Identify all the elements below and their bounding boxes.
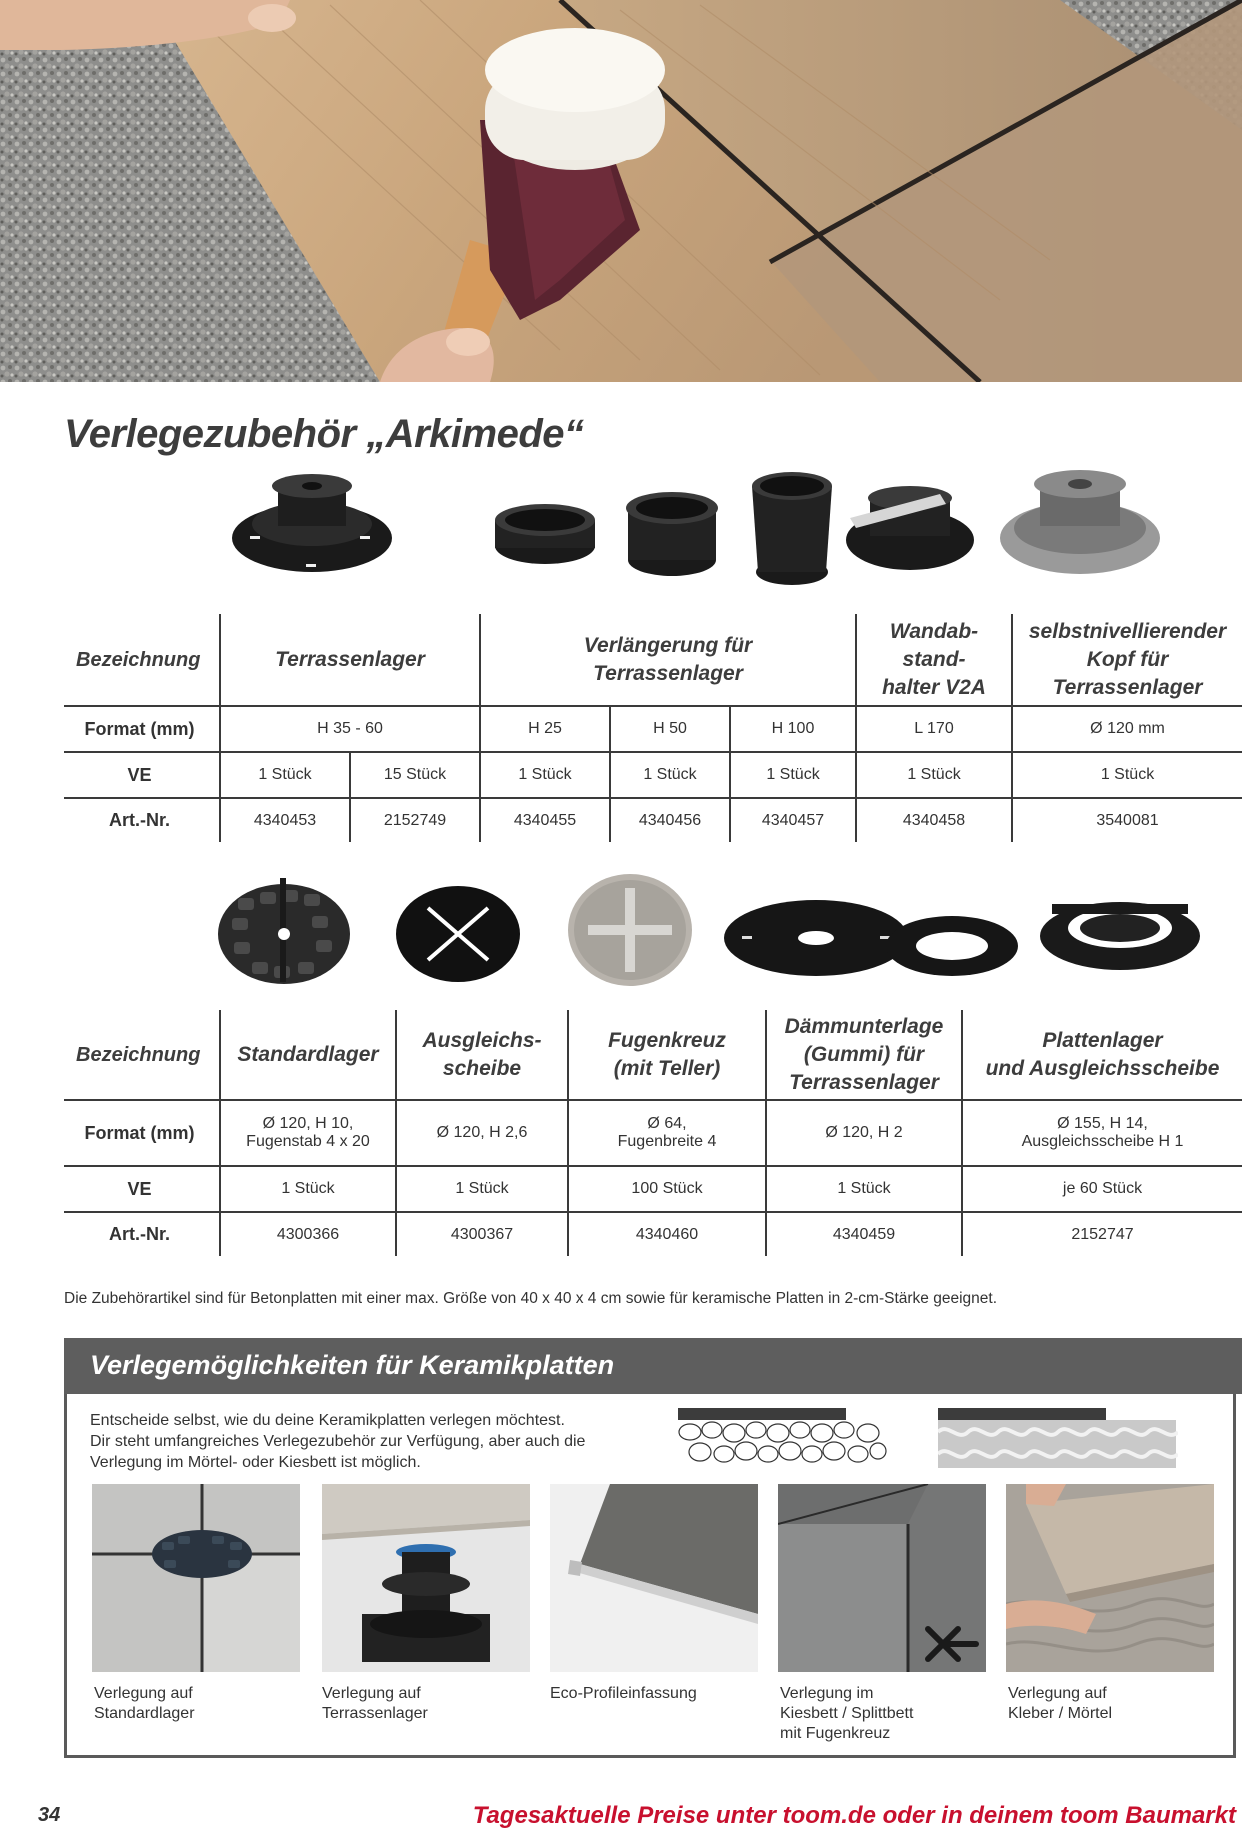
wandabstandhalter-image [846, 486, 974, 570]
caption-eco-profileinfassung: Eco-Profileinfassung [550, 1685, 697, 1702]
table-row-ve: VE 1 Stück 1 Stück 100 Stück 1 Stück je 60 Stück [64, 1166, 1242, 1212]
verlaengerung-h25-image [495, 504, 595, 564]
standardlager-photo [92, 1484, 300, 1672]
header-terrassenlager: Terrassenlager [220, 614, 480, 706]
verlaengerung-h50-image [626, 492, 718, 576]
table-row-format: Format (mm) Ø 120, H 10, Fugenstab 4 x 20 Ø 120, H 2,6 Ø 64, Fugenbreite 4 Ø 120, H 2 Ø 155, H 14, Ausgleichsscheibe H 1 [64, 1100, 1242, 1166]
info-box-title: Verlegemöglichkeiten für Keramikplatten [90, 1350, 615, 1380]
caption-standardlager: Verlegung auf Standardlager [94, 1685, 195, 1722]
footer-slogan: Tagesaktuelle Preise unter toom.de oder in deinem toom Baumarkt [472, 1802, 1236, 1829]
table-row-artnr: Art.-Nr. 4300366 4300367 4340460 4340459 2152747 [64, 1212, 1242, 1256]
plattenlager-image [886, 902, 1200, 976]
eco-profileinfassung-photo [550, 1484, 758, 1672]
header-label: Bezeichnung [64, 1010, 220, 1100]
terrassenlager-image [232, 474, 392, 572]
verlaengerung-h100-image [752, 472, 832, 585]
kleber-moertel-photo [1006, 1484, 1214, 1672]
info-box-intro: Entscheide selbst, wie du deine Keramikplatten verlegen möchtest. Dir steht umfangreiches Verlegezubehör zur Verfügung, aber auch die Verlegung im Mörtel- oder Kiesbett ist möglich. [90, 1412, 586, 1471]
spec-table-2 [64, 1010, 1242, 1256]
header-fugenkreuz: Fugenkreuz (mit Teller) [568, 1010, 766, 1100]
moertelbett-pattern-image [938, 1408, 1178, 1468]
table-row-ve: VE 1 Stück 15 Stück 1 Stück 1 Stück 1 Stück 1 Stück 1 Stück [64, 752, 1242, 798]
hero-image [0, 0, 1242, 382]
suitability-note: Die Zubehörartikel sind für Betonplatten mit einer max. Größe von 40 x 40 x 4 cm sowie für keramische Platten in 2-cm-Stärke geeignet. [64, 1290, 998, 1307]
kiesbett-pattern-image [678, 1408, 888, 1468]
caption-kiesbett: Verlegung im Kiesbett / Splittbett mit Fugenkreuz [780, 1685, 914, 1742]
header-plattenlager: Plattenlager und Ausgleichsscheibe [962, 1010, 1242, 1100]
daemmunterlage-image [724, 900, 908, 976]
header-daemmunterlage: Dämmunterlage (Gummi) für Terrassenlager [766, 1010, 962, 1100]
table-row-artnr: Art.-Nr. 4340453 2152749 4340455 4340456 4340457 4340458 3540081 [64, 798, 1242, 842]
selbstnivellierender-kopf-image [1000, 470, 1160, 574]
standardlager-image [218, 878, 350, 984]
rubber-mallet-photo [0, 0, 1242, 382]
ausgleichsscheibe-image [396, 886, 520, 982]
header-ausgleichsscheibe: Ausgleichs- scheibe [396, 1010, 568, 1100]
kiesbett-photo [778, 1484, 986, 1672]
fugenkreuz-image [568, 874, 692, 986]
caption-terrassenlager: Verlegung auf Terrassenlager [322, 1685, 428, 1722]
header-label: Bezeichnung [64, 614, 220, 706]
header-wandabstandhalter: Wandab- stand- halter V2A [856, 614, 1012, 706]
terrassenlager-photo [322, 1484, 530, 1672]
product-images-row-1 [220, 468, 1180, 588]
spec-table-1 [64, 614, 1242, 842]
header-kopf: selbstnivellierender Kopf für Terrassenlager [1012, 614, 1242, 706]
header-standardlager: Standardlager [220, 1010, 396, 1100]
page-title: Verlegezubehör „Arkimede“ [64, 412, 584, 456]
header-verlaengerung: Verlängerung für Terrassenlager [480, 614, 856, 706]
caption-kleber-moertel: Verlegung auf Kleber / Mörtel [1008, 1685, 1113, 1722]
page-number: 34 [38, 1804, 61, 1826]
product-images-row-2 [212, 872, 1212, 992]
table-row-format: Format (mm) H 35 - 60 H 25 H 50 H 100 L 170 Ø 120 mm [64, 706, 1242, 752]
